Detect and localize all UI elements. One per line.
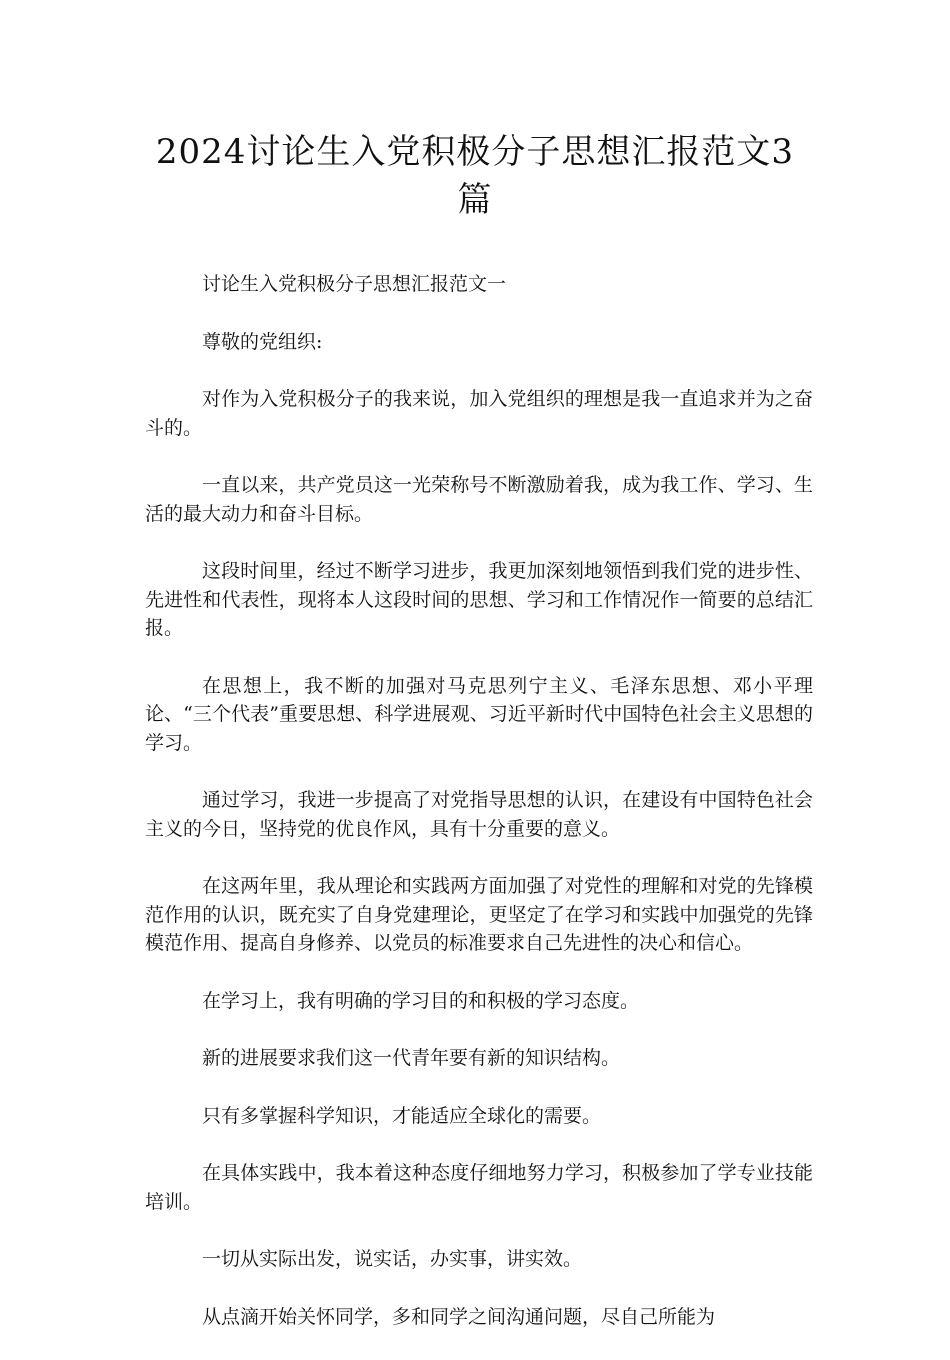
paragraph: 只有多掌握科学知识，才能适应全球化的需要。 <box>202 1104 602 1127</box>
paragraph: 对作为入党积极分子的我来说，加入党组织的理想是我一直追求并为之奋斗的。 <box>145 388 813 439</box>
paragraph: 在学习上，我有明确的学习目的和积极的学习态度。 <box>202 989 640 1012</box>
paragraph: 一切从实际出发，说实话，办实事，讲实效。 <box>202 1248 583 1270</box>
paragraph: 这段时间里，经过不断学习进步，我更加深刻地领悟到我们党的进步性、先进性和代表性，现将本人这段时间的思想、学习和工作情况作一简要的总结汇报。 <box>145 560 813 639</box>
paragraph-salutation: 尊敬的党组织: <box>202 330 323 353</box>
paragraph: 在具体实践中，我本着这种态度仔细地努力学习，积极参加了学专业技能培训。 <box>145 1162 813 1213</box>
paragraph: 通过学习，我进一步提高了对党指导思想的认识，在建设有中国特色社会主义的今日，坚持党的优良作风，具有十分重要的意义。 <box>145 789 813 840</box>
paragraph: 在思想上，我不断的加强对马克思列宁主义、毛泽东思想、邓小平理论、“三个代表”重要思想、科学进展观、习近平新时代中国特色社会主义思想的学习。 <box>145 674 813 754</box>
paragraph: 在这两年里，我从理论和实践两方面加强了对党性的理解和对党的先锋模范作用的认识，既充实了自身党建理论，更坚定了在学习和实践中加强党的先锋模范作用、提高自身修养、以党员的标准要求自己先进性的决心和信心。 <box>145 875 813 954</box>
document-title: 2024讨论生入党积极分子思想汇报范文3篇 <box>155 132 795 220</box>
paragraph: 从点滴开始关怀同学，多和同学之间沟通问题，尽自己所能为 <box>202 1305 716 1328</box>
paragraph: 一直以来，共产党员这一光荣称号不断激励着我，成为我工作、学习、生活的最大动力和奋斗目标。 <box>145 474 813 525</box>
paragraph-section-heading: 讨论生入党积极分子思想汇报范文一 <box>202 273 507 295</box>
paragraph: 新的进展要求我们这一代青年要有新的知识结构。 <box>202 1047 621 1069</box>
document-body <box>145 270 813 1360</box>
